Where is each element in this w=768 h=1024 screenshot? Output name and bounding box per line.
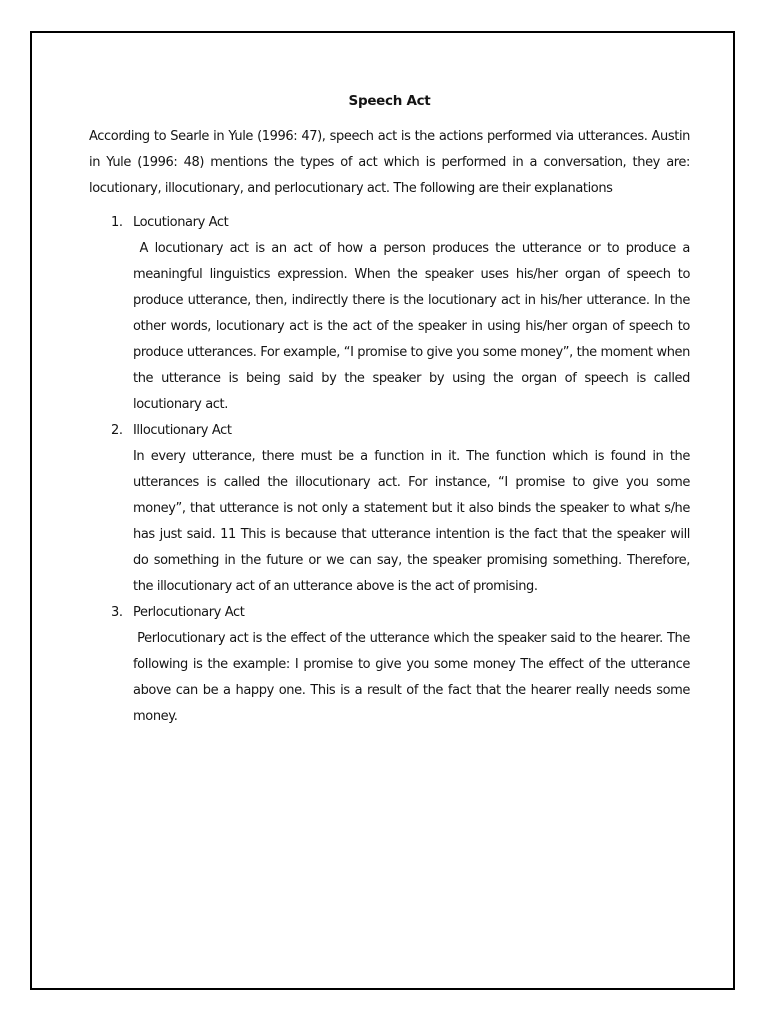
list-number: 1. xyxy=(111,215,123,230)
act-heading xyxy=(111,418,690,444)
intro-paragraph: According to Searle in Yule (1996: 47), speech act is the actions performed via utterances. Austin in Yule (1996: 48) mentions the types of act which is performed in a conversation, they are: locutionary, illocutionary, and perlocutionary act. The following are their explanations xyxy=(89,129,690,196)
document-content xyxy=(89,90,690,730)
act-heading-label: Perlocutionary Act xyxy=(133,605,245,620)
list-item-locutionary xyxy=(89,210,690,418)
speech-act-list xyxy=(89,210,690,730)
list-number: 3. xyxy=(111,605,123,620)
act-heading-label: Illocutionary Act xyxy=(133,423,232,438)
list-number: 2. xyxy=(111,423,123,438)
document-title: Speech Act xyxy=(348,93,431,109)
act-description: A locutionary act is an act of how a person produces the utterance or to produce a meaningful linguistics expression. When the speaker uses his/her organ of speech to produce utterance, then, indirectly there is the locutionary act in his/her utterance. In the other words, locutionary act is the act of the speaker in using his/her organ of speech to produce utterances. For example, “I promise to give you some money”, the moment when the utterance is being said by the speaker by using the organ of speech is called locutionary act. xyxy=(133,241,690,412)
act-heading xyxy=(111,600,690,626)
list-item-perlocutionary xyxy=(89,600,690,730)
act-description: Perlocutionary act is the effect of the utterance which the speaker said to the hearer. The following is the example: I promise to give you some money The effect of the utterance above can be a happy one. This is a result of the fact that the hearer really needs some money. xyxy=(133,631,690,724)
act-heading xyxy=(111,210,690,236)
list-item-illocutionary xyxy=(89,418,690,600)
act-heading-label: Locutionary Act xyxy=(133,215,229,230)
act-description: In every utterance, there must be a function in it. The function which is found in the utterances is called the illocutionary act. For instance, “I promise to give you some money”, that utterance is not only a statement but it also binds the speaker to what s/he has just said. 11 This is because that utterance intention is the fact that the speaker will do something in the future or we can say, the speaker promising something. Therefore, the illocutionary act of an utterance above is the act of promising. xyxy=(133,449,690,594)
